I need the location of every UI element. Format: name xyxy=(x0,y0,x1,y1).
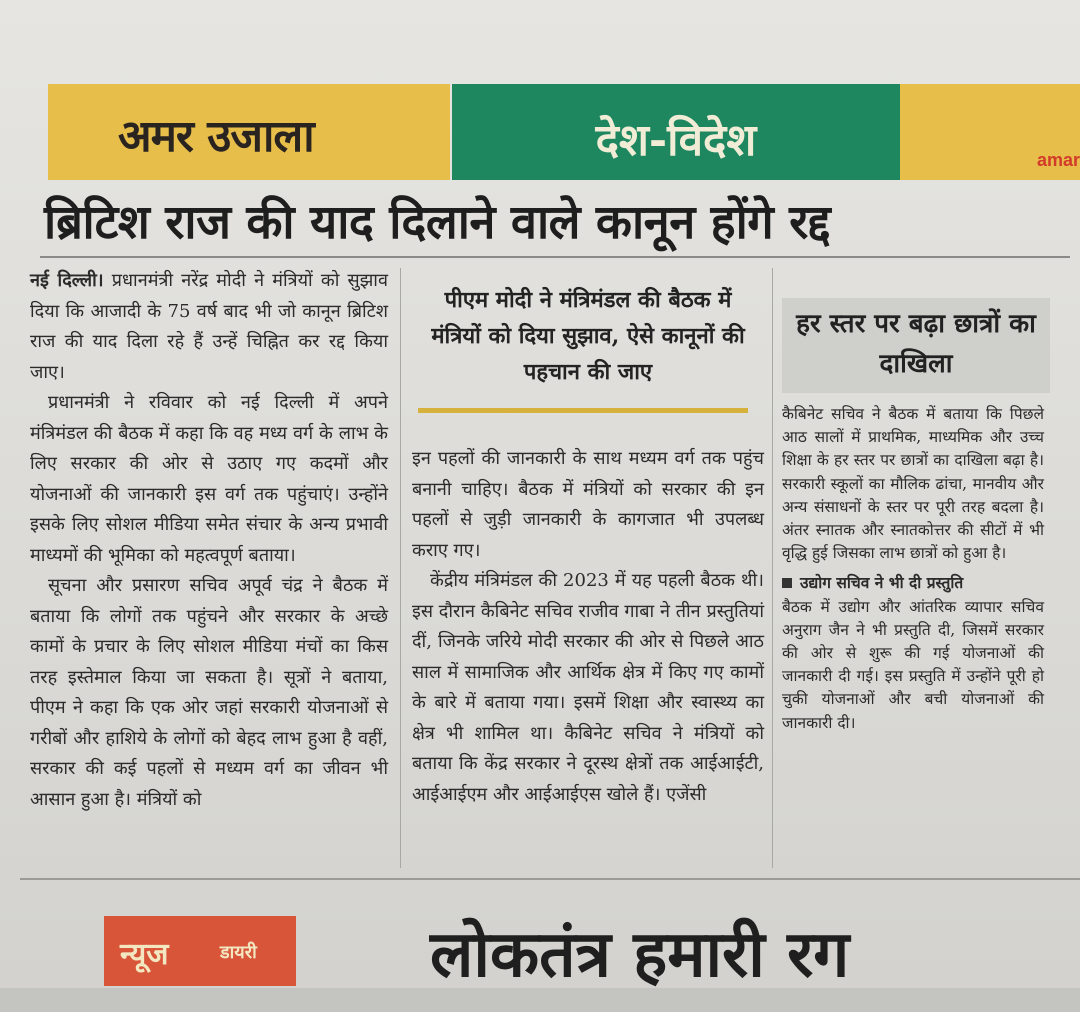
news-tag-label: न्यूज xyxy=(120,937,169,972)
column-divider xyxy=(400,268,401,868)
sidebar-subheading: उद्योग सचिव ने भी दी प्रस्तुति xyxy=(800,573,964,593)
paragraph: प्रधानमंत्री ने रविवार को नई दिल्ली में अपने मंत्रिमंडल की बैठक में कहा कि वह मध्य वर्ग के लाभ के लिए सरकार की ओर से उठाए गए कदमों और योजनाओं की जानकारी इस वर्ग तक पहुंचाएं। उन्होंने इसके लिए सोशल मीडिया समेत संचार के अन्य प्रभावी माध्यमों की भूमिका को महत्वपूर्ण बताया। xyxy=(30,392,388,566)
paragraph: बैठक में उद्योग और आंतरिक व्यापार सचिव अनुराग जैन ने भी प्रस्तुति दी, जिसमें सरकार की ओर से शुरू की गई योजनाओं की जानकारी दी गई। इस प्रस्तुति में उन्होंने पूरी हो चुकी योजनाओं और बची योजनाओं की जानकारी दी। xyxy=(782,597,1044,732)
column-divider xyxy=(772,268,773,868)
next-article-headline: लोकतंत्र हमारी रग xyxy=(430,917,850,992)
section-title: देश-विदेश xyxy=(595,115,757,166)
paragraph: सूचना और प्रसारण सचिव अपूर्व चंद्र ने बैठक में बताया कि लोगों तक पहुंचने और सरकार के अच्छे कामों के प्रचार के लिए सोशल मीडिया मंचों का किस तरह इस्तेमाल किया जा सकता है। सूत्रों ने बताया, पीएम ने कहा कि एक ओर जहां सरकारी योजनाओं से गरीबों और हाशिये के लोगों को बेहद लाभ हुआ है वहीं, सरकार की कई पहलों से मध्यम वर्ग का जीवन भी आसान हुआ है। मंत्रियों को xyxy=(30,575,388,810)
masthead-logo-block xyxy=(48,84,450,180)
site-mark: amar xyxy=(1036,150,1080,170)
sidebar-heading: हर स्तर पर बढ़ा छात्रों का दाखिला xyxy=(782,298,1050,393)
dateline: नई दिल्ली। xyxy=(30,270,104,291)
article-column-1 xyxy=(30,266,388,815)
paragraph: प्रधानमंत्री नरेंद्र मोदी ने मंत्रियों को सुझाव दिया कि आजादी के 75 वर्ष बाद भी जो कानून ब्रिटिश राज की याद दिला रहे हैं उन्हें चिह्नित कर रद्द किया जाए। xyxy=(30,270,388,383)
paragraph: केंद्रीय मंत्रिमंडल की 2023 में यह पहली बैठक थी। इस दौरान कैबिनेट सचिव राजीव गाबा ने तीन प्रस्तुतियां दीं, जिनके जरिये मोदी सरकार की ओर से पिछले आठ साल में सामाजिक और आर्थिक क्षेत्र में किए गए कामों के बारे में बताया गया। इसमें शिक्षा और स्वास्थ्य का क्षेत्र भी शामिल था। कैबिनेट सचिव ने मंत्रियों को बताया कि केंद्र सरकार ने दूरस्थ क्षेत्रों तक आईआईटी, आईआईएम और आईआईएस खोले हैं। एजेंसी xyxy=(412,570,764,805)
diary-tag-label: डायरी xyxy=(220,942,257,963)
paragraph: इन पहलों की जानकारी के साथ मध्यम वर्ग तक पहुंच बनानी चाहिए। बैठक में मंत्रियों को सरकार की इन पहलों से जुड़ी जानकारी के कागजात भी उपलब्ध कराए गए। xyxy=(412,448,764,561)
masthead-right-block xyxy=(900,84,1080,180)
newspaper-logo: अमर उजाला xyxy=(118,111,314,162)
news-diary-tag xyxy=(104,916,296,986)
sidebar-column xyxy=(782,403,1044,735)
bullet-icon xyxy=(782,578,792,588)
article-column-2 xyxy=(412,444,764,810)
deck-underline xyxy=(418,408,748,413)
main-headline: ब्रिटिश राज की याद दिलाने वाले कानून होंगे रद्द xyxy=(44,195,831,250)
paragraph: कैबिनेट सचिव ने बैठक में बताया कि पिछले आठ सालों में प्राथमिक, माध्यमिक और उच्च शिक्षा के हर स्तर पर छात्रों का दाखिला बढ़ा है। सरकारी स्कूलों का मौलिक ढांचा, मानवीय और अन्य संसाधनों के स्तर पर पूरी तरह बदला है। अंतर स्नातक और स्नातकोत्तर की सीटों में भी वृद्धि हुई जिसका लाभ छात्रों को हुआ है। xyxy=(782,405,1044,563)
bottom-rule xyxy=(20,878,1080,880)
deck-subheadline: पीएम मोदी ने मंत्रिमंडल की बैठक में मंत्रियों को दिया सुझाव, ऐसे कानूनों की पहचान की जाए xyxy=(431,287,745,385)
section-banner xyxy=(452,84,900,180)
headline-rule xyxy=(40,256,1070,258)
